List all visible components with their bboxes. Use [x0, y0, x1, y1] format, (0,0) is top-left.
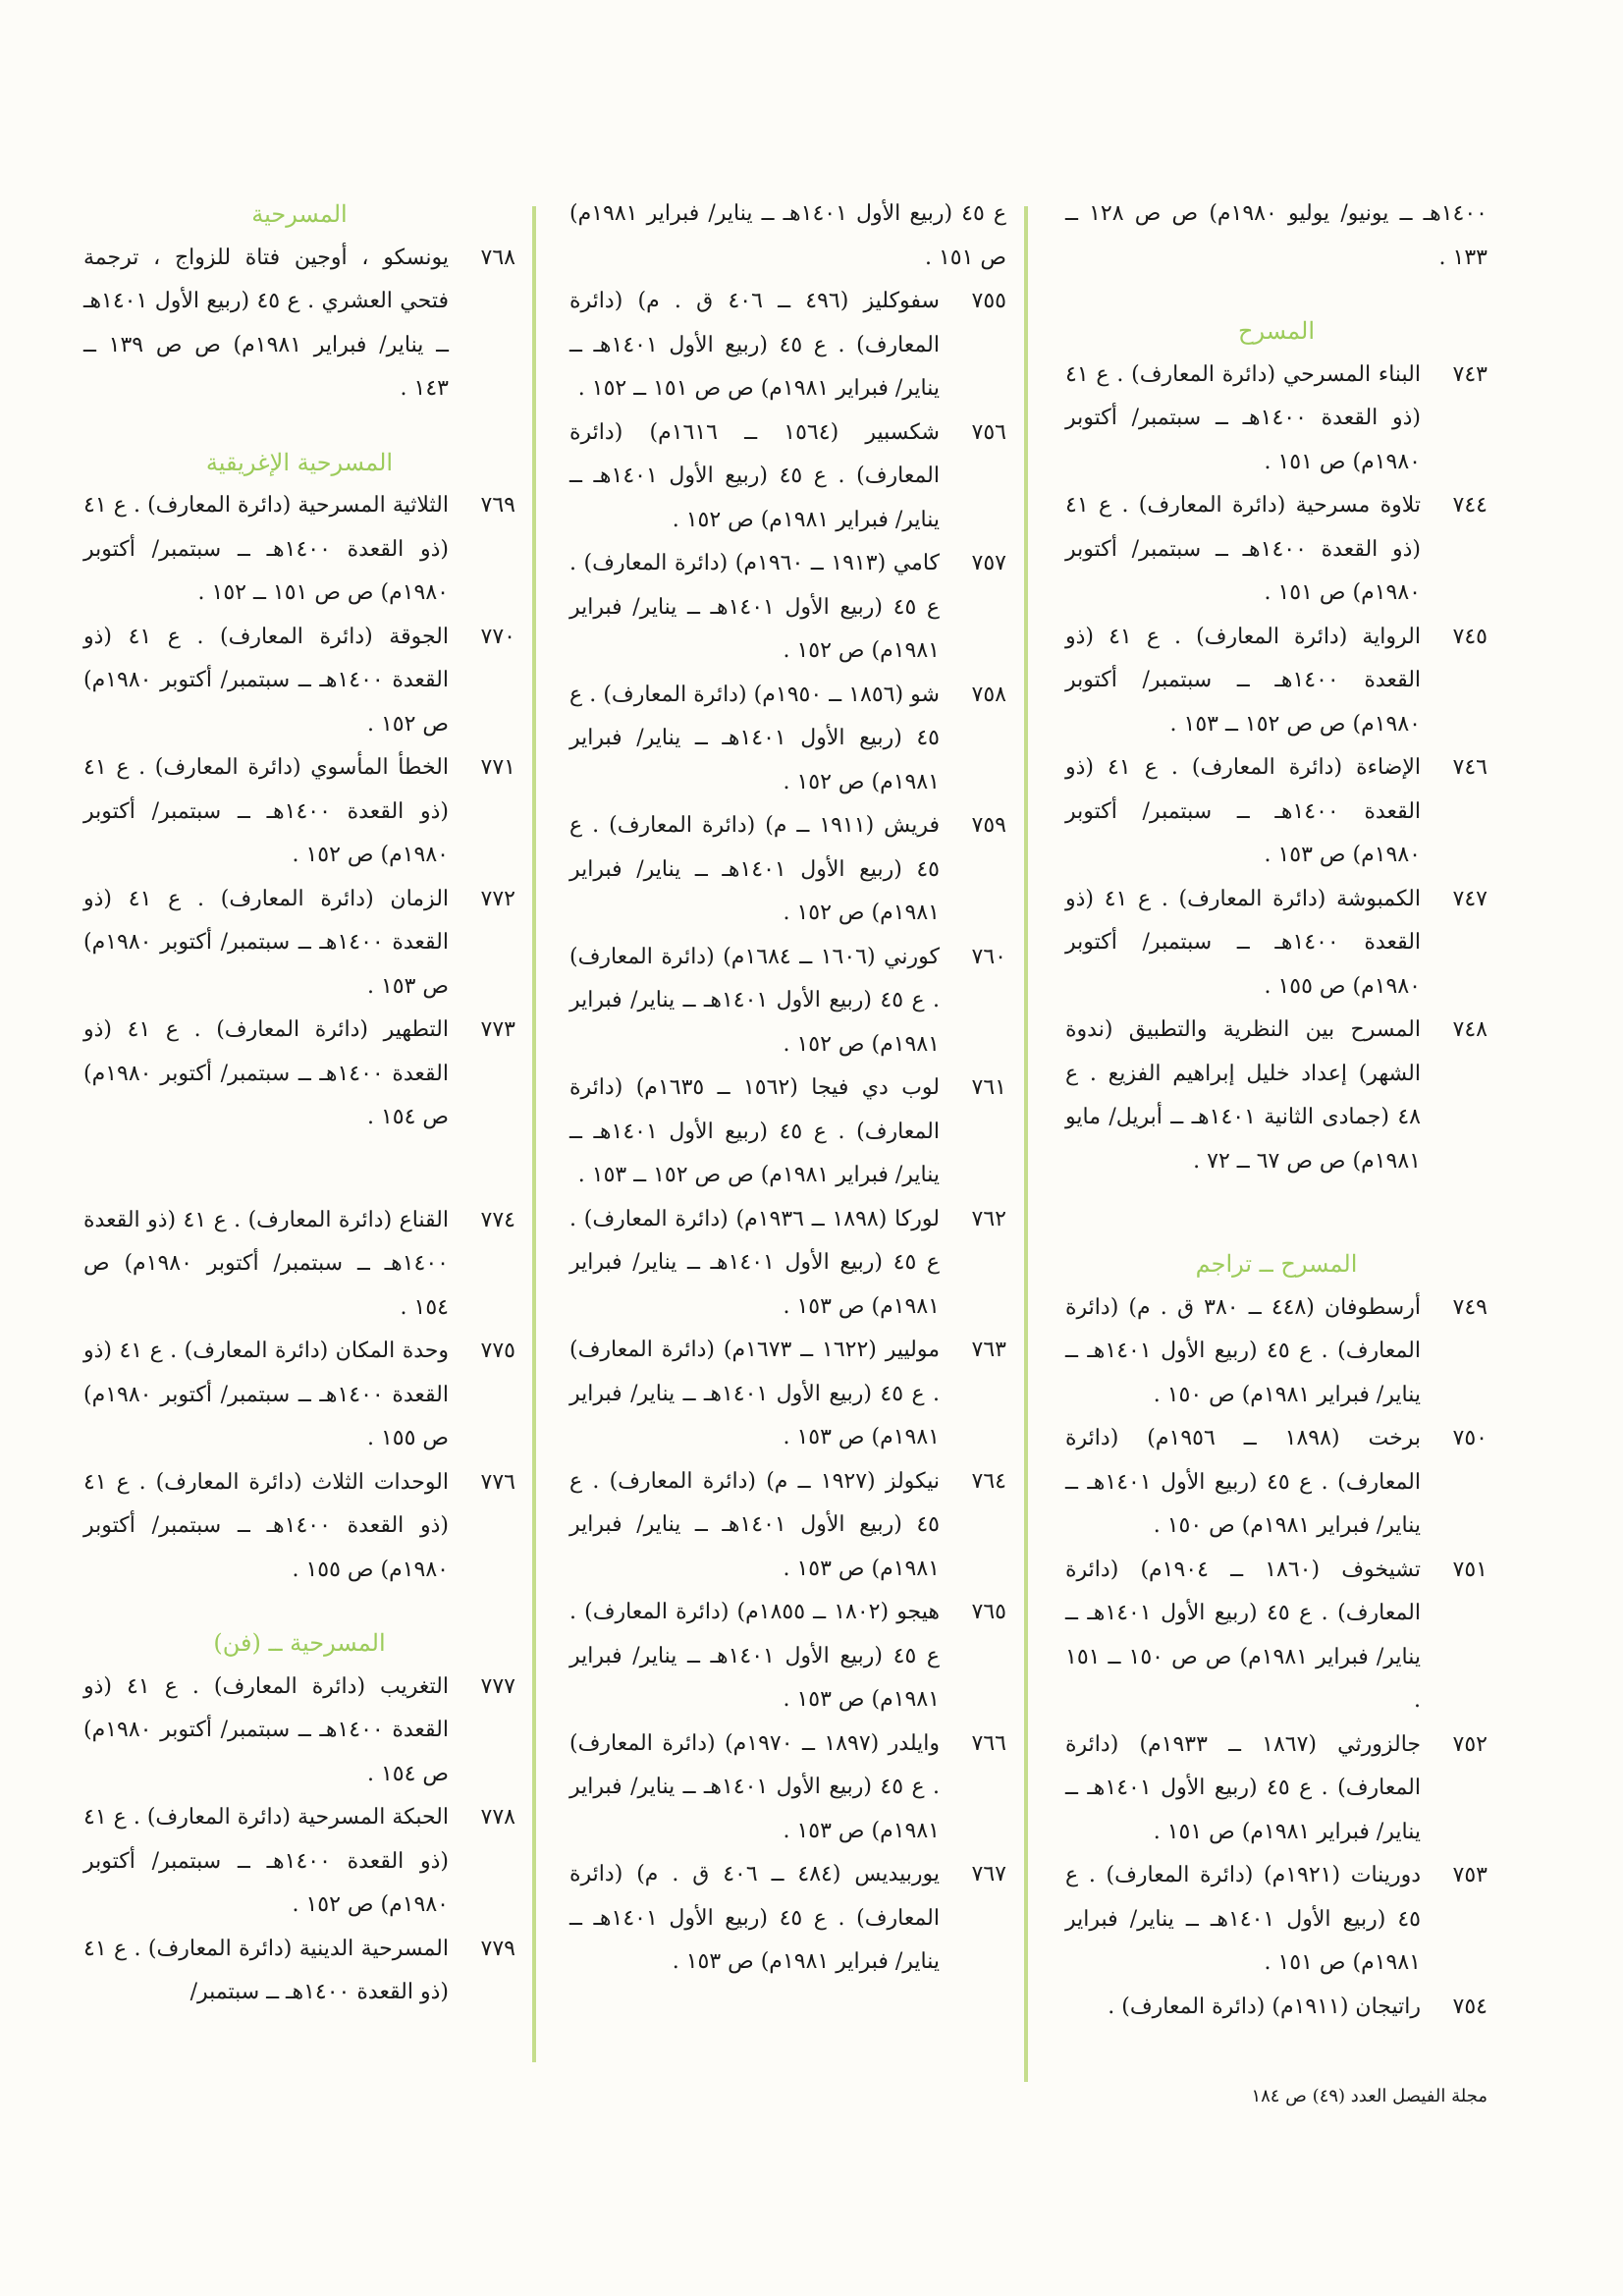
entry-text: القناع (دائرة المعارف) . ع ٤١ (ذو القعدة ١٤٠٠هـ ــ سبتمبر/ أكتوبر ١٩٨٠م) ص ١٥٤ .: [83, 1207, 449, 1320]
entry-text: شو (١٨٥٦ ــ ١٩٥٠م) (دائرة المعارف) . ع ٤٥ (ربيع الأول ١٤٠١هـ ــ يناير/ فبراير ١٩٨١م) ص ١٥٢ .: [569, 682, 940, 794]
entry-number: ٧٤٨: [1452, 1017, 1488, 1042]
entry-text: كورني (١٦٠٦ ــ ١٦٨٤م) (دائرة المعارف) . ع ٤٥ (ربيع الأول ١٤٠١هـ ــ يناير/ فبراير ١٩٨١م) ص ١٥٢ .: [569, 944, 940, 1057]
entry-text: التغريب (دائرة المعارف) . ع ٤١ (ذو القعدة ١٤٠٠هـ ــ سبتمبر/ أكتوبر ١٩٨٠م) ص ١٥٤ .: [83, 1673, 449, 1786]
bibliography-entry: [569, 542, 1006, 674]
continuation-text: ١٤٠٠هـ ــ يونيو/ يوليو ١٩٨٠م) ص ص ١٢٨ ــ ١٣٣ .: [1065, 201, 1488, 270]
entry-text: الرواية (دائرة المعارف) . ع ٤١ (ذو القعدة ١٤٠٠هـ ــ سبتمبر/ أكتوبر ١٩٨٠م) ص ص ١٥٢ ــ ١٥٣ .: [1065, 624, 1422, 737]
entry-number: ٧٧١: [480, 755, 515, 780]
entry-number: ٧٧٥: [480, 1339, 515, 1363]
entry-text: تشيخوف (١٨٦٠ ــ ١٩٠٤م) (دائرة المعارف) . ع ٤٥ (ربيع الأول ١٤٠١هـ ــ يناير/ فبراير ١٩٨١م) ص ص ١٥٠ ــ ١٥١ .: [1065, 1557, 1421, 1713]
bibliography-entry: [1065, 1286, 1488, 1418]
entry-number: ٧٦١: [971, 1075, 1006, 1100]
bibliography-entry: [569, 1853, 1006, 1985]
bibliography-entry: [83, 1199, 515, 1331]
entry-number: ٧٧٨: [480, 1805, 515, 1830]
entry-number: ٧٤٩: [1452, 1294, 1488, 1320]
entry-text: شكسبير (١٥٦٤ ــ ١٦١٦م) (دائرة المعارف) . ع ٤٥ (ربيع الأول ١٤٠١هـ ــ يناير/ فبراير ١٩٨١م) ص ١٥٢ .: [569, 419, 940, 532]
entry-number: ٧٦٩: [480, 493, 515, 518]
entry-text: الزمان (دائرة المعارف) . ع ٤١ (ذو القعدة ١٤٠٠هـ ــ سبتمبر/ أكتوبر ١٩٨٠م) ص ١٥٣ .: [83, 886, 450, 999]
entry-number: ٧٦٢: [971, 1206, 1006, 1231]
column-left: [83, 192, 515, 2015]
entry-text: فريش (١٩١١ ــ م) (دائرة المعارف) . ع ٤٥ (ربيع الأول ١٤٠١هـ ــ يناير/ فبراير ١٩٨١م) ص ١٥٢ .: [569, 813, 940, 925]
entry-text: دورينات (١٩٢١م) (دائرة المعارف) . ع ٤٥ (ربيع الأول ١٤٠١هـ ــ يناير/ فبراير ١٩٨١م) ص ١٥١ .: [1065, 1863, 1421, 1975]
entry-text: موليير (١٦٢٢ ــ ١٦٧٣م) (دائرة المعارف) . ع ٤٥ (ربيع الأول ١٤٠١هـ ــ يناير/ فبراير ١٩٨١م) ص ١٥٣ .: [569, 1338, 940, 1449]
entry-text: الثلاثية المسرحية (دائرة المعارف) . ع ٤١ (ذو القعدة ١٤٠٠هـ ــ سبتمبر/ أكتوبر ١٩٨٠م) ص ص ١٥١ ــ ١٥٢ .: [83, 493, 450, 605]
entry-number: ٧٤٥: [1452, 624, 1488, 649]
entry-number: ٧٥٣: [1452, 1863, 1488, 1887]
section-heading-play: المسرحية: [251, 200, 348, 228]
entry-text: الكمبوشة (دائرة المعارف) . ع ٤١ (ذو القعدة ١٤٠٠هـ ــ سبتمبر/ أكتوبر ١٩٨٠م) ص ١٥٥ .: [1065, 886, 1422, 999]
section-heading-theatre: المسرح: [1238, 317, 1315, 345]
entry-text: هيجو (١٨٠٢ ــ ١٨٥٥م) (دائرة المعارف) . ع ٤٥ (ربيع الأول ١٤٠١هـ ــ يناير/ فبراير ١٩٨١م) ص ١٥٣ .: [569, 1600, 940, 1712]
entry-text: وايلدر (١٨٩٧ ــ ١٩٧٠م) (دائرة المعارف) . ع ٤٥ (ربيع الأول ١٤٠١هـ ــ يناير/ فبراير ١٩٨١م) ص ١٥٣ .: [569, 1730, 940, 1843]
entry-text: راتيجان (١٩١١م) (دائرة المعارف) .: [1108, 1994, 1421, 2019]
bibliography-entry: [83, 1461, 515, 1593]
entries-list: [1065, 1286, 1488, 2030]
entry-number: ٧٦٤: [971, 1468, 1006, 1494]
entry-number: ٧٦٧: [971, 1862, 1006, 1886]
entry-text: البناء المسرحي (دائرة المعارف) . ع ٤١ (ذو القعدة ١٤٠٠هـ ــ سبتمبر/ أكتوبر ١٩٨٠م) ص ١٥١ .: [1065, 361, 1422, 474]
entry-text: نيكولز (١٩٢٧ ــ م) (دائرة المعارف) . ع ٤٥ (ربيع الأول ١٤٠١هـ ــ يناير/ فبراير ١٩٨١م) ص ١٥٣ .: [569, 1468, 940, 1581]
entry-number: ٧٥٨: [971, 682, 1006, 707]
entry-number: ٧٦٨: [480, 245, 515, 270]
entry-text: تلاوة مسرحية (دائرة المعارف) . ع ٤١ (ذو القعدة ١٤٠٠هـ ــ سبتمبر/ أكتوبر ١٩٨٠م) ص ١٥١ .: [1065, 493, 1422, 605]
bibliography-entry: [1065, 484, 1488, 616]
bibliography-entry: [569, 411, 1006, 543]
entry-number: ٧٧٦: [480, 1469, 515, 1495]
entry-number: ٧٧٣: [480, 1017, 515, 1042]
entry-text: يوربيديس (٤٨٤ ــ ٤٠٦ ق . م) (دائرة المعارف) . ع ٤٥ (ربيع الأول ١٤٠١هـ ــ يناير/ فبراير ١٩٨١م) ص ١٥٣ .: [569, 1862, 940, 1974]
bibliography-entry: [1065, 1854, 1488, 1986]
entry-number: ٧٤٦: [1452, 755, 1488, 780]
bibliography-entry: [569, 1329, 1006, 1460]
entry-number: ٧٧٧: [480, 1673, 515, 1699]
section-heading-theatre-biographies: المسرح ــ تراجم: [1195, 1250, 1358, 1278]
bibliography-entry: [569, 1460, 1006, 1592]
entries-list: [83, 1199, 515, 1593]
entry-text: لوب دي فيجا (١٥٦٢ ــ ١٦٣٥م) (دائرة المعارف) . ع ٤٥ (ربيع الأول ١٤٠١هـ ــ يناير/ فبراير ١٩٨١م) ص ص ١٥٢ ــ ١٥٣ .: [569, 1075, 941, 1187]
entry-text: برخت (١٨٩٨ ــ ١٩٥٦م) (دائرة المعارف) . ع ٤٥ (ربيع الأول ١٤٠١هـ ــ يناير/ فبراير ١٩٨١م) ص ١٥٠ .: [1065, 1426, 1421, 1538]
bibliography-entry: [1065, 878, 1488, 1010]
bibliography-entry: [569, 1722, 1006, 1854]
bibliography-entry: [1065, 746, 1488, 878]
bibliography-entry: [569, 674, 1006, 805]
bibliography-entry: [569, 936, 1006, 1067]
entries-list: [1065, 354, 1488, 1184]
entry-number: ٧٥٢: [1452, 1731, 1488, 1757]
entry-number: ٧٦٥: [971, 1600, 1006, 1624]
bibliography-entry: [1065, 1009, 1488, 1183]
entry-text: المسرح بين النظرية والتطبيق (ندوة الشهر) إعداد خليل إبراهيم الفزيع . ع ٤٨ (جمادى الثانية ١٤٠١هـ ــ أبريل/ مايو ١٩٨١م) ص ص ٦٧ ــ ٧٢ .: [1065, 1017, 1421, 1174]
entry-number: ٧٥٩: [971, 813, 1006, 838]
bibliography-entry: [83, 746, 515, 878]
entry-number: ٧٥١: [1452, 1557, 1488, 1582]
page-footer: مجلة الفيصل العدد (٤٩) ص ١٨٤: [1251, 2086, 1488, 2106]
bibliography-entry: [83, 1330, 515, 1461]
entry-text: سفوكليز (٤٩٦ ــ ٤٠٦ ق . م) (دائرة المعارف) . ع ٤٥ (ربيع الأول ١٤٠١هـ ــ يناير/ فبراير ١٩٨١م) ص ص ١٥١ ــ ١٥٢ .: [569, 289, 940, 401]
entry-number: ٧٥٤: [1452, 1994, 1488, 2019]
entry-text: لوركا (١٨٩٨ ــ ١٩٣٦م) (دائرة المعارف) . ع ٤٥ (ربيع الأول ١٤٠١هـ ــ يناير/ فبراير ١٩٨١م) ص ١٥٣ .: [569, 1206, 940, 1319]
entry-text: المسرحية الدينية (دائرة المعارف) . ع ٤١ (ذو القعدة ١٤٠٠هـ ــ سبتمبر/: [83, 1936, 449, 2004]
column-divider-right: [1024, 206, 1028, 2082]
entry-text: الجوقة (دائرة المعارف) . ع ٤١ (ذو القعدة ١٤٠٠هـ ــ سبتمبر/ أكتوبر ١٩٨٠م) ص ١٥٢ .: [83, 624, 449, 737]
entry-number: ٧٧٠: [480, 624, 515, 649]
entries-list: [83, 237, 515, 411]
entry-number: ٧٥٥: [971, 289, 1006, 313]
entry-number: ٧٧٢: [480, 886, 515, 911]
bibliography-entry: [1065, 616, 1488, 747]
bibliography-entry: [569, 1198, 1006, 1330]
entry-text: الخطأ المأسوي (دائرة المعارف) . ع ٤١ (ذو القعدة ١٤٠٠هـ ــ سبتمبر/ أكتوبر ١٩٨٠م) ص ١٥٢ .: [83, 755, 450, 867]
bibliography-entry: [569, 1066, 1006, 1198]
bibliography-entry: [569, 1591, 1006, 1722]
continuation-text: ع ٤٥ (ربيع الأول ١٤٠١هـ ــ يناير/ فبراير ١٩٨١م) ص ١٥١ .: [569, 201, 1007, 270]
entry-text: الوحدات الثلاث (دائرة المعارف) . ع ٤١ (ذو القعدة ١٤٠٠هـ ــ سبتمبر/ أكتوبر ١٩٨٠م) ص ١٥٥ .: [83, 1469, 450, 1582]
entry-text: كامي (١٩١٣ ــ ١٩٦٠م) (دائرة المعارف) . ع ٤٥ (ربيع الأول ١٤٠١هـ ــ يناير/ فبراير ١٩٨١م) ص ١٥٢ .: [569, 551, 940, 663]
entry-number: ٧٦٦: [971, 1730, 1006, 1756]
bibliography-entry: [1065, 1986, 1488, 2030]
bibliography-entry: [1065, 354, 1488, 485]
bibliography-entry: [83, 1796, 515, 1928]
column-middle: [569, 192, 1006, 1985]
bibliography-entry: [83, 616, 515, 747]
entry-number: ٧٤٧: [1452, 886, 1488, 911]
entries-list: [83, 1666, 515, 2015]
bibliography-entry: [83, 1928, 515, 2015]
entry-number: ٧٤٤: [1452, 493, 1488, 518]
entry-text: الحبكة المسرحية (دائرة المعارف) . ع ٤١ (ذو القعدة ١٤٠٠هـ ــ سبتمبر/ أكتوبر ١٩٨٠م) ص ١٥٢ .: [83, 1805, 450, 1917]
section-heading-greek-play: المسرحية الإغريقية: [205, 448, 394, 476]
bibliography-entry: [569, 804, 1006, 936]
entry-text: أرسطوفان (٤٤٨ ــ ٣٨٠ ق . م) (دائرة المعارف) . ع ٤٥ (ربيع الأول ١٤٠١هـ ــ يناير/ فبراير ١٩٨١م) ص ١٥٠ .: [1065, 1294, 1421, 1407]
column-right: [1065, 192, 1488, 2029]
bibliography-entry: [1065, 1723, 1488, 1855]
entry-number: ٧٧٩: [480, 1936, 515, 1961]
entry-text: التطهير (دائرة المعارف) . ع ٤١ (ذو القعدة ١٤٠٠هـ ــ سبتمبر/ أكتوبر ١٩٨٠م) ص ١٥٤ .: [83, 1017, 449, 1129]
column-divider-left: [532, 206, 536, 2062]
bibliography-entry: [83, 484, 515, 616]
entries-list: [569, 280, 1006, 1985]
bibliography-entry: [83, 878, 515, 1010]
bibliography-entry: [569, 280, 1006, 411]
bibliography-entry: [1065, 1417, 1488, 1549]
section-heading-play-art: المسرحية ــ (فن): [213, 1629, 386, 1657]
bibliography-entry: [83, 1009, 515, 1140]
entry-number: ٧٧٤: [480, 1207, 515, 1232]
entry-text: الإضاءة (دائرة المعارف) . ع ٤١ (ذو القعدة ١٤٠٠هـ ــ سبتمبر/ أكتوبر ١٩٨٠م) ص ١٥٣ .: [1065, 755, 1422, 867]
entry-number: ٧٦٣: [971, 1338, 1006, 1362]
bibliography-entry: [83, 237, 515, 411]
entry-number: ٧٥٠: [1452, 1426, 1488, 1450]
bibliography-entry: [1065, 1549, 1488, 1723]
bibliography-entry: [83, 1666, 515, 1797]
entry-text: يونسكو ، أوجين فتاة للزواج ، ترجمة فتحي العشري . ع ٤٥ (ربيع الأول ١٤٠١هـ ــ يناير/ فبراير ١٩٨١م) ص ص ١٣٩ ــ ١٤٣ .: [83, 245, 449, 401]
entry-text: جالزورثي (١٨٦٧ ــ ١٩٣٣م) (دائرة المعارف) . ع ٤٥ (ربيع الأول ١٤٠١هـ ــ يناير/ فبراير ١٩٨١م) ص ١٥١ .: [1065, 1731, 1421, 1844]
entry-number: ٧٤٣: [1452, 361, 1488, 387]
entry-number: ٧٦٠: [971, 944, 1006, 969]
entries-list: [83, 484, 515, 1140]
entry-number: ٧٥٧: [971, 551, 1006, 575]
entry-number: ٧٥٦: [971, 419, 1006, 445]
entry-text: وحدة المكان (دائرة المعارف) . ع ٤١ (ذو القعدة ١٤٠٠هـ ــ سبتمبر/ أكتوبر ١٩٨٠م) ص ١٥٥ .: [83, 1339, 449, 1450]
